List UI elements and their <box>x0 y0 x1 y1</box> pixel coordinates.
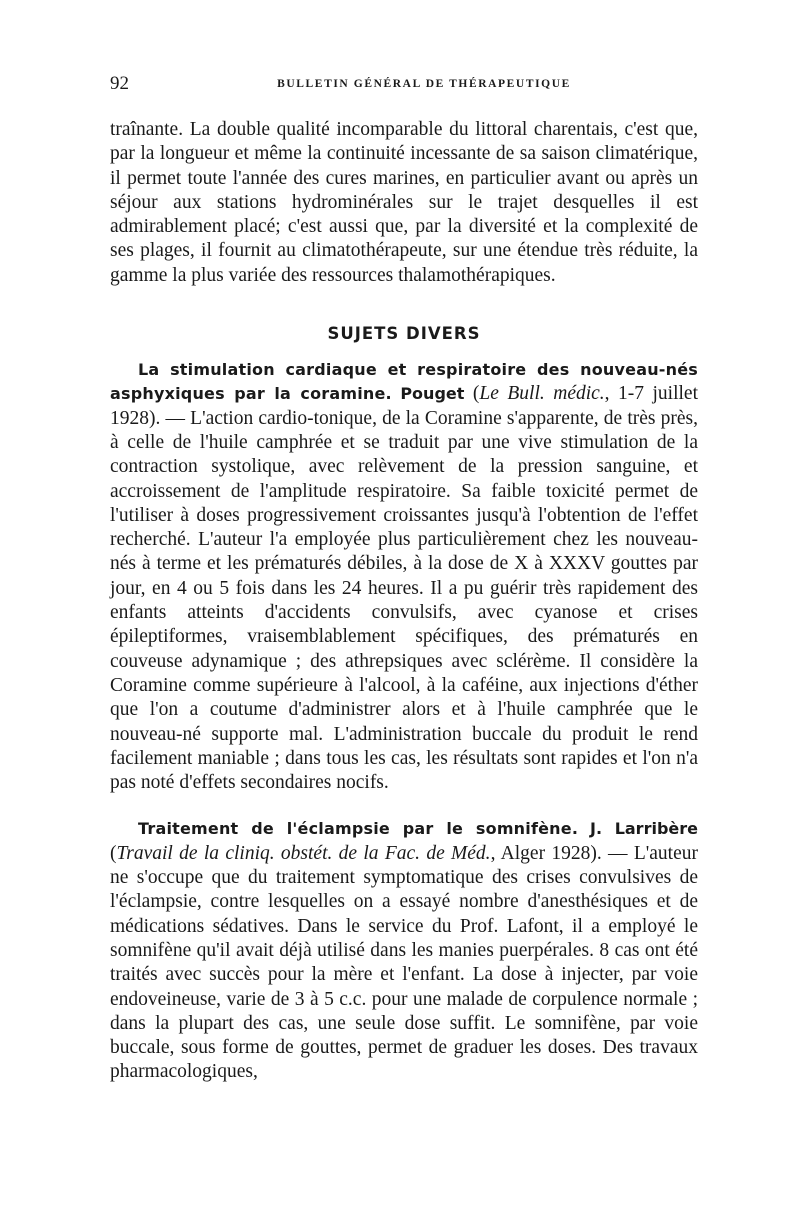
article-author: Pouget <box>400 384 465 404</box>
running-head <box>110 72 698 96</box>
article-source-rest: , Alger 1928). <box>490 842 602 864</box>
journal-title: BULLETIN GÉNÉRAL DE THÉRAPEUTIQUE <box>277 78 571 90</box>
article-title: La stimulation cardiaque et respiratoire des nouveau-nés asphyxiques par la coramine. <box>110 360 698 404</box>
intro-paragraph: traînante. La double qualité incomparable du littoral charentais, c'est que, par la longueur et même la continuité incessante de sa saison climatérique, il permet toute l'année des cures marines, en particulier avant ou après un séjour aux stations hydrominérales sur le trajet desquelles il est admirablement placé; c'est aussi que, par la diversité et la complexité de ses plages, il fournit au climatothérapeute, sur une étendue très réduite, la gamme la plus variée des ressources thalamothérapiques. <box>110 119 698 286</box>
article-source: Le Bull. médic. <box>479 383 605 405</box>
article-coramine <box>110 358 698 795</box>
article-text: — L'auteur ne s'occupe que du traitement symptomatique des crises convulsives de l'éclampsie, contre lesquelles on a essayé nombre d'anesthésiques et de médications sédatives. Dans le service du Prof. Lafont, il a employé le somnifène qu'il avait déjà utilisé dans les manies puerpérales. 8 cas ont été traités avec succès pour la mère et l'enfant. La dose à injecter, par voie endoveineuse, varie de 3 à 5 c.c. pour une malade de corpulence normale ; dans la plupart des cas, une seule dose suffit. Le somnifène, par voie buccale, sous forme de gouttes, permet de graduer les doses. Des travaux pharmacologiques, <box>110 842 698 1083</box>
article-source-open: ( <box>110 842 117 864</box>
article-text: — L'action cardio-tonique, de la Coramine s'apparente, de très près, à celle de l'huile camphrée et se traduit par une vive stimulation de la contraction systolique, avec relèvement de la pression sanguine, et accroissement de l'amplitude respiratoire. Sa faible toxicité permet de l'utiliser à doses progressivement croissantes jusqu'à l'obtention de l'effet recherché. L'auteur l'a employée plus particulièrement chez les nouveau-nés à terme et les prématurés débiles, à la dose de X à XXXV gouttes par jour, en 4 ou 5 fois dans les 24 heures. Il a pu guérir très rapidement des enfants atteints d'accidents convulsifs, avec cyanose et crises épileptiformes, vraisemblablement spécifiques, des prématurés en couveuse adynamique ; des athrepsiques avec sclérème. Il considère la Coramine comme supérieure à l'alcool, à la caféine, aux injections d'éther que l'on a coutume d'administrer alors et à l'huile camphrée que le nouveau-né supporte mal. L'administration buccale du produit le rend facilement maniable ; dans tous les cas, les résultats sont rapides et l'on n'a pas noté d'effets secondaires nocifs. <box>110 407 698 794</box>
section-heading: SUJETS DIVERS <box>327 324 481 344</box>
article-title: Traitement de l'éclampsie par le somnifène. <box>138 819 579 839</box>
article-source-rest: , 1-7 juillet 1928). <box>110 383 699 429</box>
article-source: Travail de la cliniq. obstét. de la Fac. de Méd. <box>116 842 491 864</box>
page-number: 92 <box>110 73 129 94</box>
article-author: J. Larribère <box>590 819 698 839</box>
article-source-open: ( <box>472 383 480 405</box>
article-eclampsie <box>110 817 698 1084</box>
body-text <box>110 118 698 1085</box>
